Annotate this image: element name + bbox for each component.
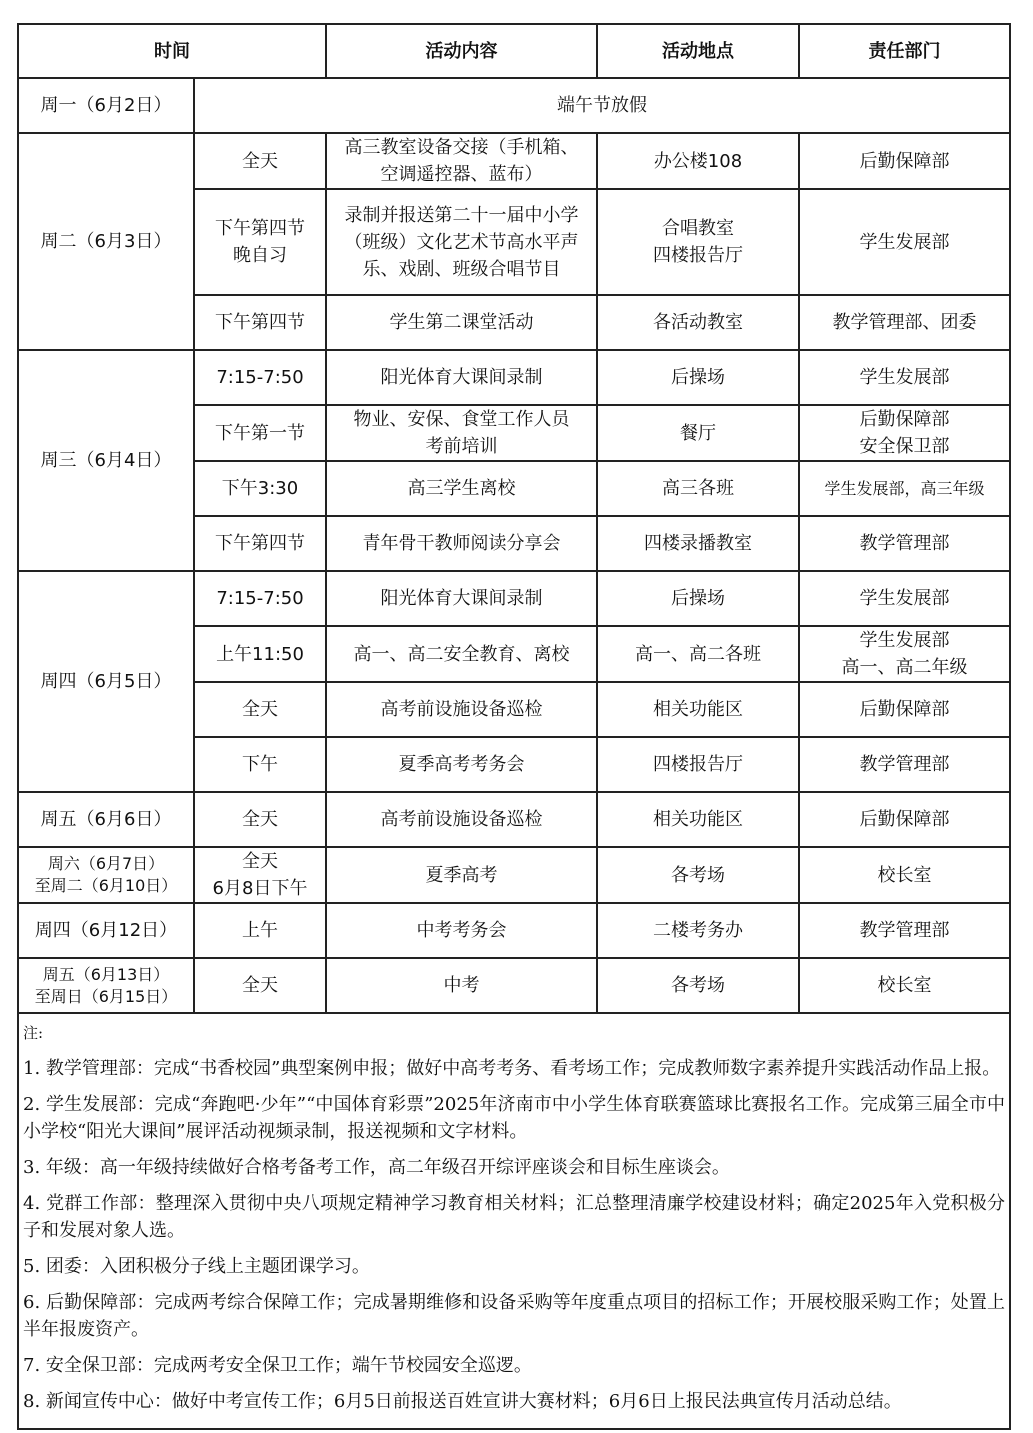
day-cell: 周二（6月3日）	[18, 133, 194, 350]
day-cell: 周三（6月4日）	[18, 350, 194, 571]
department-cell: 后勤保障部	[799, 133, 1010, 189]
location-cell: 各活动教室	[597, 295, 799, 350]
time-cell: 上午	[194, 903, 326, 958]
time-cell: 全天	[194, 792, 326, 847]
activity-cell: 高考前设施设备巡检	[326, 792, 597, 847]
department-cell: 教学管理部	[799, 903, 1010, 958]
day-cell: 周五（6月6日）	[18, 792, 194, 847]
activity-cell	[326, 133, 597, 189]
text-line: 安全保卫部	[859, 436, 950, 457]
text-line: 至周二（6月10日）	[34, 876, 178, 895]
text-line: 高一、高二年级	[841, 657, 968, 678]
day-cell	[18, 847, 194, 903]
text-line: 学生发展部	[859, 630, 950, 651]
location-cell: 办公楼108	[597, 133, 799, 189]
location-cell: 各考场	[597, 958, 799, 1013]
table-row	[18, 958, 1010, 1013]
activity-cell: 学生第二课堂活动	[326, 295, 597, 350]
time-cell: 7:15-7:50	[194, 571, 326, 626]
location-cell: 后操场	[597, 571, 799, 626]
activity-cell	[326, 189, 597, 295]
text-line: 全天	[242, 851, 278, 872]
department-cell	[799, 626, 1010, 682]
header-location: 活动地点	[597, 24, 799, 78]
activity-cell: 夏季高考	[326, 847, 597, 903]
weekly-schedule-table	[17, 23, 1011, 1430]
table-row	[18, 78, 1010, 133]
day-cell: 周四（6月12日）	[18, 903, 194, 958]
note-item: 3. 年级：高一年级持续做好合格考备考工作，高二年级召开综评座谈会和目标生座谈会。	[23, 1157, 730, 1178]
text-line: 6月8日下午	[212, 878, 308, 899]
department-cell: 学生发展部	[799, 571, 1010, 626]
department-cell: 校长室	[799, 958, 1010, 1013]
text-line: 晚自习	[233, 245, 287, 266]
activity-cell: 高三学生离校	[326, 461, 597, 516]
note-item: 7. 安全保卫部：完成两考安全保卫工作；端午节校园安全巡逻。	[23, 1355, 532, 1376]
table-row	[18, 571, 1010, 626]
activity-cell: 中考考务会	[326, 903, 597, 958]
time-cell	[194, 189, 326, 295]
time-cell: 下午	[194, 737, 326, 792]
activity-cell: 青年骨干教师阅读分享会	[326, 516, 597, 571]
text-line: 合唱教室	[662, 218, 734, 239]
table-row	[18, 350, 1010, 405]
holiday-cell: 端午节放假	[194, 78, 1010, 133]
table-row	[18, 903, 1010, 958]
location-cell: 高三各班	[597, 461, 799, 516]
activity-cell	[326, 405, 597, 461]
department-cell	[799, 405, 1010, 461]
time-cell: 下午第一节	[194, 405, 326, 461]
note-item: 8. 新闻宣传中心：做好中考宣传工作；6月5日前报送百姓宣讲大赛材料；6月6日上报民法典宣传月活动总结。	[23, 1391, 902, 1412]
department-cell: 后勤保障部	[799, 792, 1010, 847]
department-cell: 教学管理部	[799, 737, 1010, 792]
header-department: 责任部门	[799, 24, 1010, 78]
notes-row	[18, 1013, 1010, 1429]
location-cell: 高一、高二各班	[597, 626, 799, 682]
activity-cell: 夏季高考考务会	[326, 737, 597, 792]
time-cell: 7:15-7:50	[194, 350, 326, 405]
note-item: 1. 教学管理部：完成“书香校园”典型案例申报；做好中高考考务、看考场工作；完成教师数字素养提升实践活动作品上报。	[23, 1058, 1001, 1079]
department-cell: 后勤保障部	[799, 682, 1010, 737]
department-cell: 学生发展部，高三年级	[799, 461, 1010, 516]
text-line: 至周日（6月15日）	[34, 986, 178, 1006]
time-cell	[194, 847, 326, 903]
note-item: 2. 学生发展部：完成“奔跑吧·少年”“中国体育彩票”2025年济南市中小学生体育联赛篮球比赛报名工作。完成第三届全市中小学校“阳光大课间”展评活动视频录制，报送视频和文字材料。	[23, 1094, 1005, 1142]
text-line: 考前培训	[425, 436, 498, 457]
text-line: 录制并报送第二十一届中小学	[344, 204, 579, 226]
text-line: 四楼报告厅	[653, 245, 743, 266]
location-cell: 四楼报告厅	[597, 737, 799, 792]
header-activity: 活动内容	[326, 24, 597, 78]
location-cell: 各考场	[597, 847, 799, 903]
text-line: 后勤保障部	[859, 409, 950, 430]
day-cell	[18, 958, 194, 1013]
time-cell: 全天	[194, 133, 326, 189]
header-row	[18, 24, 1010, 78]
table-row	[18, 847, 1010, 903]
location-cell: 四楼录播教室	[597, 516, 799, 571]
location-cell	[597, 189, 799, 295]
location-cell: 二楼考务办	[597, 903, 799, 958]
text-line: 周六（6月7日）	[47, 854, 165, 873]
department-cell: 校长室	[799, 847, 1010, 903]
time-cell: 全天	[194, 682, 326, 737]
time-cell: 全天	[194, 958, 326, 1013]
activity-cell: 阳光体育大课间录制	[326, 350, 597, 405]
text-line: 下午第四节	[215, 218, 305, 239]
text-line: 空调遥控器、蓝布）	[380, 164, 543, 185]
text-line: 高三教室设备交接（手机箱、	[344, 137, 579, 158]
text-line: 乐、戏剧、班级合唱节目	[362, 258, 561, 280]
department-cell: 学生发展部	[799, 189, 1010, 295]
table-row	[18, 133, 1010, 189]
location-cell: 相关功能区	[597, 682, 799, 737]
department-cell: 学生发展部	[799, 350, 1010, 405]
activity-cell: 高考前设施设备巡检	[326, 682, 597, 737]
department-cell: 教学管理部	[799, 516, 1010, 571]
time-cell: 下午第四节	[194, 295, 326, 350]
department-cell: 教学管理部、团委	[799, 295, 1010, 350]
notes-label: 注:	[23, 1024, 44, 1042]
note-item: 5. 团委：入团积极分子线上主题团课学习。	[23, 1256, 370, 1277]
text-line: （班级）文化艺术节高水平声	[344, 231, 579, 253]
notes-cell	[18, 1013, 1010, 1429]
time-cell: 上午11:50	[194, 626, 326, 682]
time-cell: 下午第四节	[194, 516, 326, 571]
header-time: 时间	[18, 24, 326, 78]
day-cell: 周一（6月2日）	[18, 78, 194, 133]
table-row	[18, 792, 1010, 847]
note-item: 6. 后勤保障部：完成两考综合保障工作；完成暑期维修和设备采购等年度重点项目的招标工作；开展校服采购工作；处置上半年报废资产。	[23, 1292, 1005, 1340]
activity-cell: 中考	[326, 958, 597, 1013]
day-cell: 周四（6月5日）	[18, 571, 194, 792]
activity-cell: 高一、高二安全教育、离校	[326, 626, 597, 682]
text-line: 物业、安保、食堂工作人员	[353, 409, 570, 430]
location-cell: 相关功能区	[597, 792, 799, 847]
note-item: 4. 党群工作部：整理深入贯彻中央八项规定精神学习教育相关材料；汇总整理清廉学校建设材料；确定2025年入党积极分子和发展对象人选。	[23, 1193, 1005, 1241]
time-cell: 下午3:30	[194, 461, 326, 516]
text-line: 周五（6月13日）	[42, 964, 170, 984]
location-cell: 餐厅	[597, 405, 799, 461]
location-cell: 后操场	[597, 350, 799, 405]
activity-cell: 阳光体育大课间录制	[326, 571, 597, 626]
